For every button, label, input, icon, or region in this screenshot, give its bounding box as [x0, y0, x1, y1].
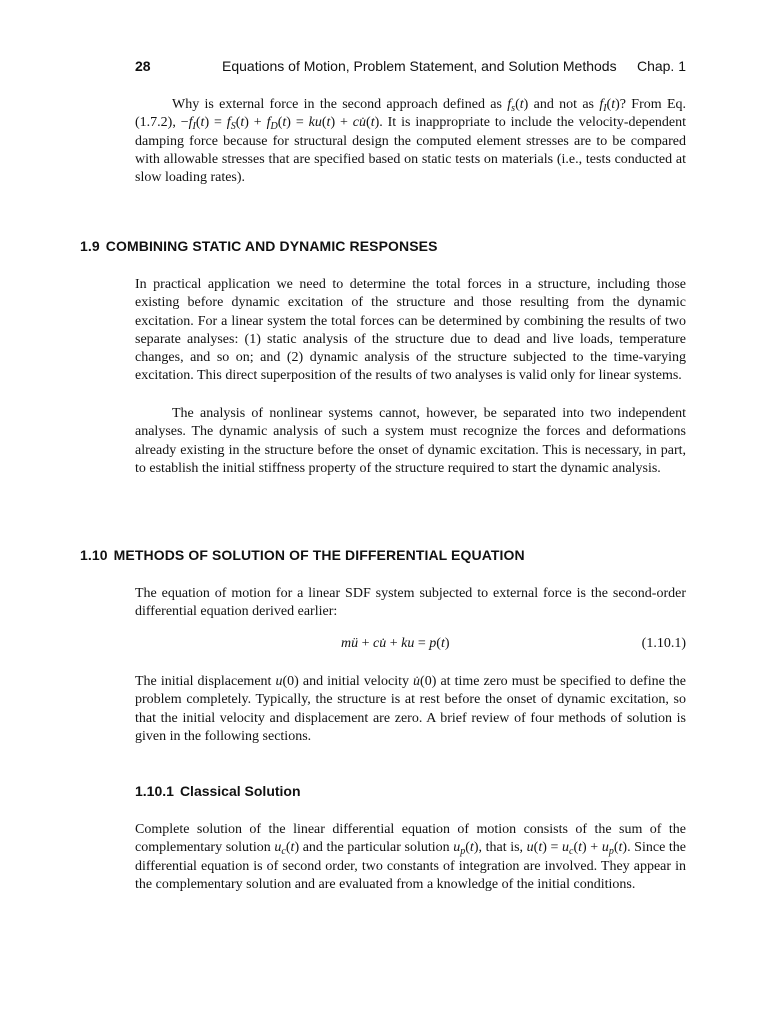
- section-1-10-paragraph-1: The equation of motion for a linear SDF system subjected to external force is the second-order differential equation derived earlier:: [135, 586, 686, 620]
- equation-1-10-1: [135, 636, 686, 656]
- intro-paragraph: Why is external force in the second approach defined as $f_s(t)$ and not as $f_I(t)$? From Eq. (1.7.2), $-f_I(t) = f_S(t) + f_D(t) = ku(t)$ + cu̇(t). It is inappropriate to include the velocity-dependent damping force because for structural design the computed element stresses are to be compared with allowable stresses that are specified based on static tests on materials (i.e., tests conducted at slow loading rates).: [135, 97, 687, 186]
- subsection-heading-1-10-1: [135, 783, 301, 799]
- subsection-number: 1.10.1: [135, 783, 174, 799]
- running-title: Equations of Motion, Problem Statement, and Solution Methods: [222, 58, 617, 74]
- section-number: 1.10: [80, 547, 108, 563]
- section-1-9-paragraph-2: The analysis of nonlinear systems cannot, however, be separated into two independent analyses. The dynamic analysis of such a system must recognize the forces and deformations already existing in the structure before the onset of dynamic excitation. This is necessary, in part, to establish the initial stiffness property of the structure required to start the dynamic analysis.: [135, 406, 686, 476]
- running-head: [135, 58, 686, 80]
- equation-number: (1.10.1): [641, 636, 686, 651]
- section-1-10-1-paragraph: Complete solution of the linear differential equation of motion consists of the sum of the complementary solution $u_c(t)$ and the particular solution $u_p(t)$, that is, $u(t) = u_c(t) + u_p(t)$. Since the differential equation is of second order, two constants of integration are involved. They appear in the complementary solution and are evaluated from a knowledge of the initial conditions.: [135, 822, 686, 892]
- equation-body: mü + cu̇ + ku = p(t): [341, 636, 450, 651]
- section-1-10-paragraph-2: The initial displacement u(0) and initial velocity u̇(0) at time zero must be specified to define the problem completely. Typically, the structure is at rest before the onset of dynamic excitation, so that the initial velocity and displacement are zero. A brief review of four methods of solution is given in the following sections.: [135, 674, 686, 744]
- section-number: 1.9: [80, 238, 100, 254]
- section-heading-1-10: [80, 547, 525, 563]
- chapter-label: Chap. 1: [636, 58, 686, 74]
- subsection-title: Classical Solution: [179, 783, 301, 799]
- section-title: METHODS OF SOLUTION OF THE DIFFERENTIAL EQUATION: [113, 547, 525, 563]
- section-title: COMBINING STATIC AND DYNAMIC RESPONSES: [105, 238, 438, 254]
- section-heading-1-9: [80, 238, 438, 254]
- page-number: 28: [135, 58, 151, 74]
- section-1-9-paragraph-1: In practical application we need to determine the total forces in a structure, including those existing before dynamic excitation of the structure and those resulting from the dynamic excitation. For a linear system the total forces can be determined by combining the results of two separate analyses: (1) static analysis of the structure due to dead and live loads, temperature changes, and so on; and (2) dynamic analysis of the structure subjected to the time-varying excitation. This direct superposition of the results of two analyses is valid only for linear systems.: [135, 277, 686, 384]
